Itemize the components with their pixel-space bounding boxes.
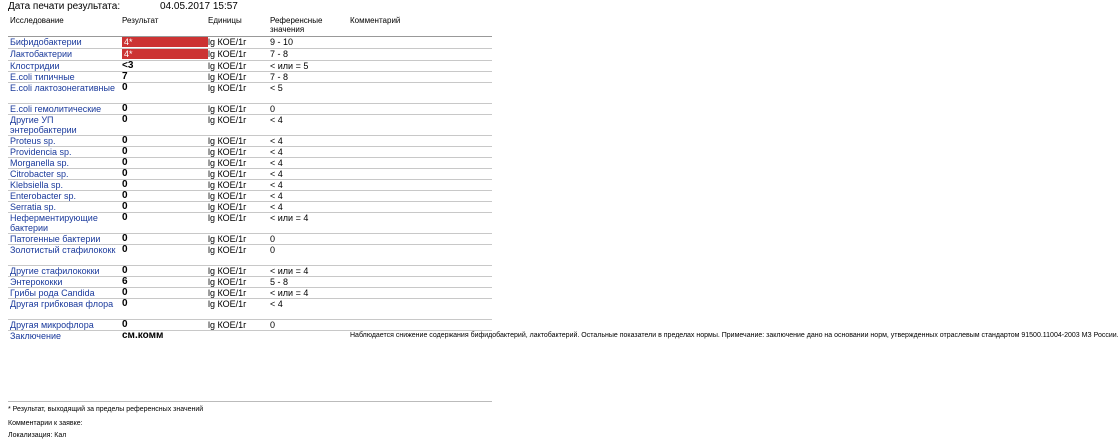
table-row — [8, 180, 492, 191]
row-unit: lg КОЕ/1г — [206, 115, 268, 136]
conclusion-comment: Наблюдается снижение содержания бифидобактерий, лактобактерий. Остальные показатели в пределах нормы. Примечание: заключение дано на основании норм, утвержденных отраслевым стандартом 91500.11004-2003 МЗ России. — [350, 332, 1119, 339]
table-row — [8, 202, 492, 213]
row-unit: lg КОЕ/1г — [206, 158, 268, 169]
footnote: * Результат, выходящий за пределы референсных значений — [8, 406, 204, 413]
row-unit: lg КОЕ/1г — [206, 266, 268, 277]
row-comment — [348, 72, 492, 83]
row-comment — [348, 83, 492, 104]
row-ref: < 4 — [268, 180, 348, 191]
row-unit: lg КОЕ/1г — [206, 147, 268, 158]
row-result: 0 — [120, 320, 206, 331]
table-row — [8, 288, 492, 299]
row-comment — [348, 320, 492, 331]
row-name: Другая грибковая флора — [8, 299, 120, 320]
row-comment — [348, 288, 492, 299]
row-result: 0 — [120, 234, 206, 245]
row-ref: 5 - 8 — [268, 277, 348, 288]
row-ref: < или = 4 — [268, 288, 348, 299]
row-name: E.coli гемолитические — [8, 104, 120, 115]
table-row — [8, 61, 492, 72]
row-result: 0 — [120, 299, 206, 320]
footer-divider — [8, 401, 492, 402]
row-result — [120, 49, 206, 61]
row-result: 0 — [120, 191, 206, 202]
table-row — [8, 277, 492, 288]
table-row — [8, 266, 492, 277]
table-row — [8, 136, 492, 147]
row-ref: < 4 — [268, 202, 348, 213]
row-unit: lg КОЕ/1г — [206, 191, 268, 202]
table-row — [8, 104, 492, 115]
conclusion-row — [8, 331, 492, 342]
table-row — [8, 158, 492, 169]
row-comment — [348, 299, 492, 320]
row-ref: 0 — [268, 104, 348, 115]
row-name: Другие стафилококки — [8, 266, 120, 277]
table-row — [8, 299, 492, 320]
col-header-units: Единицы — [206, 14, 268, 37]
row-result: 0 — [120, 83, 206, 104]
row-ref: 7 - 8 — [268, 49, 348, 61]
row-unit: lg КОЕ/1г — [206, 49, 268, 61]
row-comment — [348, 115, 492, 136]
table-row — [8, 115, 492, 136]
row-unit: lg КОЕ/1г — [206, 169, 268, 180]
results-body — [8, 37, 1119, 342]
flagged-result: 4* — [122, 49, 208, 59]
row-comment — [348, 191, 492, 202]
table-row — [8, 147, 492, 158]
row-name: Другая микрофлора — [8, 320, 120, 331]
row-name: Бифидобактерии — [8, 37, 120, 49]
row-result — [120, 37, 206, 49]
table-row — [8, 169, 492, 180]
row-result: 7 — [120, 72, 206, 83]
row-name: Патогенные бактерии — [8, 234, 120, 245]
row-result: 0 — [120, 147, 206, 158]
row-ref: < или = 4 — [268, 266, 348, 277]
order-comments-label: Комментарии к заявке: — [8, 420, 83, 427]
row-ref: < или = 4 — [268, 213, 348, 234]
row-name: Клостридии — [8, 61, 120, 72]
row-ref: < 4 — [268, 147, 348, 158]
row-comment — [348, 147, 492, 158]
row-name: Providencia sp. — [8, 147, 120, 158]
row-result: 0 — [120, 169, 206, 180]
row-comment — [348, 180, 492, 191]
row-name: Serratia sp. — [8, 202, 120, 213]
row-comment — [348, 266, 492, 277]
row-name: E.coli лактозонегативные — [8, 83, 120, 104]
row-unit: lg КОЕ/1г — [206, 245, 268, 266]
row-ref: 9 - 10 — [268, 37, 348, 49]
flagged-result: 4* — [122, 37, 208, 47]
row-result: 0 — [120, 245, 206, 266]
print-date-label: Дата печати результата: — [8, 1, 121, 12]
row-result: 0 — [120, 136, 206, 147]
print-date-line — [8, 1, 238, 12]
row-unit: lg КОЕ/1г — [206, 299, 268, 320]
row-unit: lg КОЕ/1г — [206, 37, 268, 49]
row-unit: lg КОЕ/1г — [206, 180, 268, 191]
row-ref: 0 — [268, 245, 348, 266]
row-name: Morganella sp. — [8, 158, 120, 169]
row-name: Enterobacter sp. — [8, 191, 120, 202]
row-result: 0 — [120, 115, 206, 136]
row-comment — [348, 213, 492, 234]
table-row — [8, 234, 492, 245]
col-header-ref: Референсные значения — [268, 14, 348, 37]
row-comment — [348, 49, 492, 61]
row-result: 6 — [120, 277, 206, 288]
row-ref: < 5 — [268, 83, 348, 104]
row-comment — [348, 104, 492, 115]
row-name: Грибы рода Candida — [8, 288, 120, 299]
row-name: Неферментирующие бактерии — [8, 213, 120, 234]
row-name: Золотистый стафилококк — [8, 245, 120, 266]
row-result: 0 — [120, 266, 206, 277]
table-row — [8, 191, 492, 202]
results-table — [8, 14, 1119, 341]
row-result: 0 — [120, 213, 206, 234]
row-name: E.coli типичные — [8, 72, 120, 83]
row-comment — [348, 37, 492, 49]
row-comment — [348, 169, 492, 180]
row-comment — [348, 61, 492, 72]
conclusion-spacer — [206, 331, 268, 342]
row-unit: lg КОЕ/1г — [206, 202, 268, 213]
row-result: <3 — [120, 61, 206, 72]
row-ref: < 4 — [268, 169, 348, 180]
row-ref: 7 - 8 — [268, 72, 348, 83]
conclusion-spacer-2 — [268, 331, 348, 342]
row-ref: < 4 — [268, 299, 348, 320]
row-comment — [348, 136, 492, 147]
table-header-row — [8, 14, 492, 37]
row-name: Citrobacter sp. — [8, 169, 120, 180]
row-ref: < или = 5 — [268, 61, 348, 72]
row-ref: < 4 — [268, 191, 348, 202]
table-row — [8, 213, 492, 234]
row-comment — [348, 277, 492, 288]
row-ref: < 4 — [268, 115, 348, 136]
row-unit: lg КОЕ/1г — [206, 320, 268, 331]
row-comment — [348, 245, 492, 266]
conclusion-value: см.комм — [122, 330, 164, 341]
row-comment — [348, 158, 492, 169]
row-name: Лактобактерии — [8, 49, 120, 61]
table-row — [8, 320, 492, 331]
row-ref: < 4 — [268, 158, 348, 169]
row-unit: lg КОЕ/1г — [206, 61, 268, 72]
row-unit: lg КОЕ/1г — [206, 83, 268, 104]
print-date-value: 04.05.2017 15:57 — [160, 1, 238, 12]
col-header-name: Исследование — [8, 14, 120, 37]
row-unit: lg КОЕ/1г — [206, 213, 268, 234]
row-result: 0 — [120, 104, 206, 115]
row-unit: lg КОЕ/1г — [206, 277, 268, 288]
conclusion-label: Заключение — [10, 331, 61, 341]
row-result: 0 — [120, 180, 206, 191]
row-unit: lg КОЕ/1г — [206, 234, 268, 245]
row-name: Proteus sp. — [8, 136, 120, 147]
row-name: Энтерококки — [8, 277, 120, 288]
col-header-result: Результат — [120, 14, 206, 37]
table-row — [8, 72, 492, 83]
row-result: 0 — [120, 202, 206, 213]
table-row — [8, 83, 492, 104]
table-row — [8, 245, 492, 266]
localization: Локализация: Кал — [8, 432, 67, 439]
row-name: Klebsiella sp. — [8, 180, 120, 191]
col-header-comment: Комментарий — [348, 14, 492, 37]
row-unit: lg КОЕ/1г — [206, 288, 268, 299]
row-ref: 0 — [268, 234, 348, 245]
row-unit: lg КОЕ/1г — [206, 136, 268, 147]
row-result: 0 — [120, 158, 206, 169]
row-unit: lg КОЕ/1г — [206, 72, 268, 83]
row-comment — [348, 202, 492, 213]
row-comment — [348, 234, 492, 245]
row-ref: 0 — [268, 320, 348, 331]
table-row — [8, 37, 492, 49]
row-unit: lg КОЕ/1г — [206, 104, 268, 115]
row-ref: < 4 — [268, 136, 348, 147]
row-result: 0 — [120, 288, 206, 299]
row-name: Другие УП энтеробактерии — [8, 115, 120, 136]
table-row — [8, 49, 492, 61]
